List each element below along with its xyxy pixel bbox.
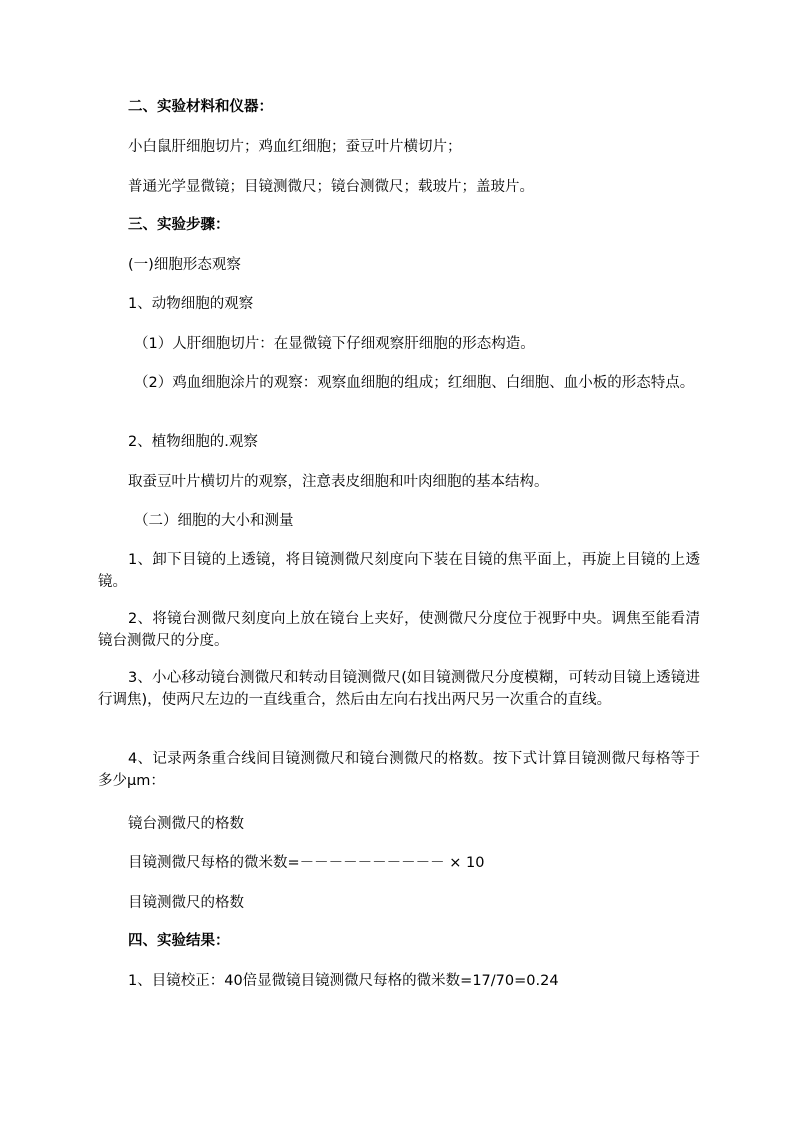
part1-title: (一)细胞形态观察 [128, 257, 241, 273]
section2-heading: 二、实验材料和仪器： [128, 99, 273, 115]
formula-main: 目镜测微尺每格的微米数=－－－－－－－－－－ × 10 [128, 855, 485, 871]
instruments-text: 普通光学显微镜；目镜测微尺；镜台测微尺；载玻片；盖玻片。 [128, 179, 534, 195]
section4-heading: 四、实验结果： [128, 933, 230, 949]
formula-denominator: 目镜测微尺的格数 [128, 895, 244, 911]
formula-numerator: 镜台测微尺的格数 [128, 816, 244, 832]
step2-text: 2、将镜台测微尺刻度向上放在镜台上夹好，使测微尺分度位于视野中央。调焦至能看清镜台测微尺的分度。 [98, 611, 700, 649]
materials-text: 小白鼠肝细胞切片；鸡血红细胞；蚕豆叶片横切片； [128, 139, 462, 155]
item1-title: 1、动物细胞的观察 [128, 296, 254, 312]
part2-title: （二）细胞的大小和测量 [134, 513, 294, 529]
item2-text: 取蚕豆叶片横切片的观察，注意表皮细胞和叶肉细胞的基本结构。 [128, 474, 549, 490]
step1-text: 1、卸下目镜的上透镜，将目镜测微尺刻度向下装在目镜的焦平面上，再旋上目镜的上透镜。 [98, 552, 700, 590]
item1-1-text: （1）人肝细胞切片：在显微镜下仔细观察肝细胞的形态构造。 [134, 336, 535, 352]
section3-heading: 三、实验步骤： [128, 217, 230, 233]
step4-text: 4、记录两条重合线间目镜测微尺和镜台测微尺的格数。按下式计算目镜测微尺每格等于多少μm： [98, 751, 700, 789]
item2-title: 2、植物细胞的.观察 [128, 434, 258, 450]
item1-2-text: （2）鸡血细胞涂片的观察：观察血细胞的组成；红细胞、白细胞、血小板的形态特点。 [134, 375, 695, 391]
step3-text: 3、小心移动镜台测微尺和转动目镜测微尺(如目镜测微尺分度模糊，可转动目镜上透镜进行调焦)，使两尺左边的一直线重合，然后由左向右找出两尺另一次重合的直线。 [98, 670, 700, 708]
result1-text: 1、目镜校正：40倍显微镜目镜测微尺每格的微米数=17/70=0.24 [128, 973, 559, 989]
